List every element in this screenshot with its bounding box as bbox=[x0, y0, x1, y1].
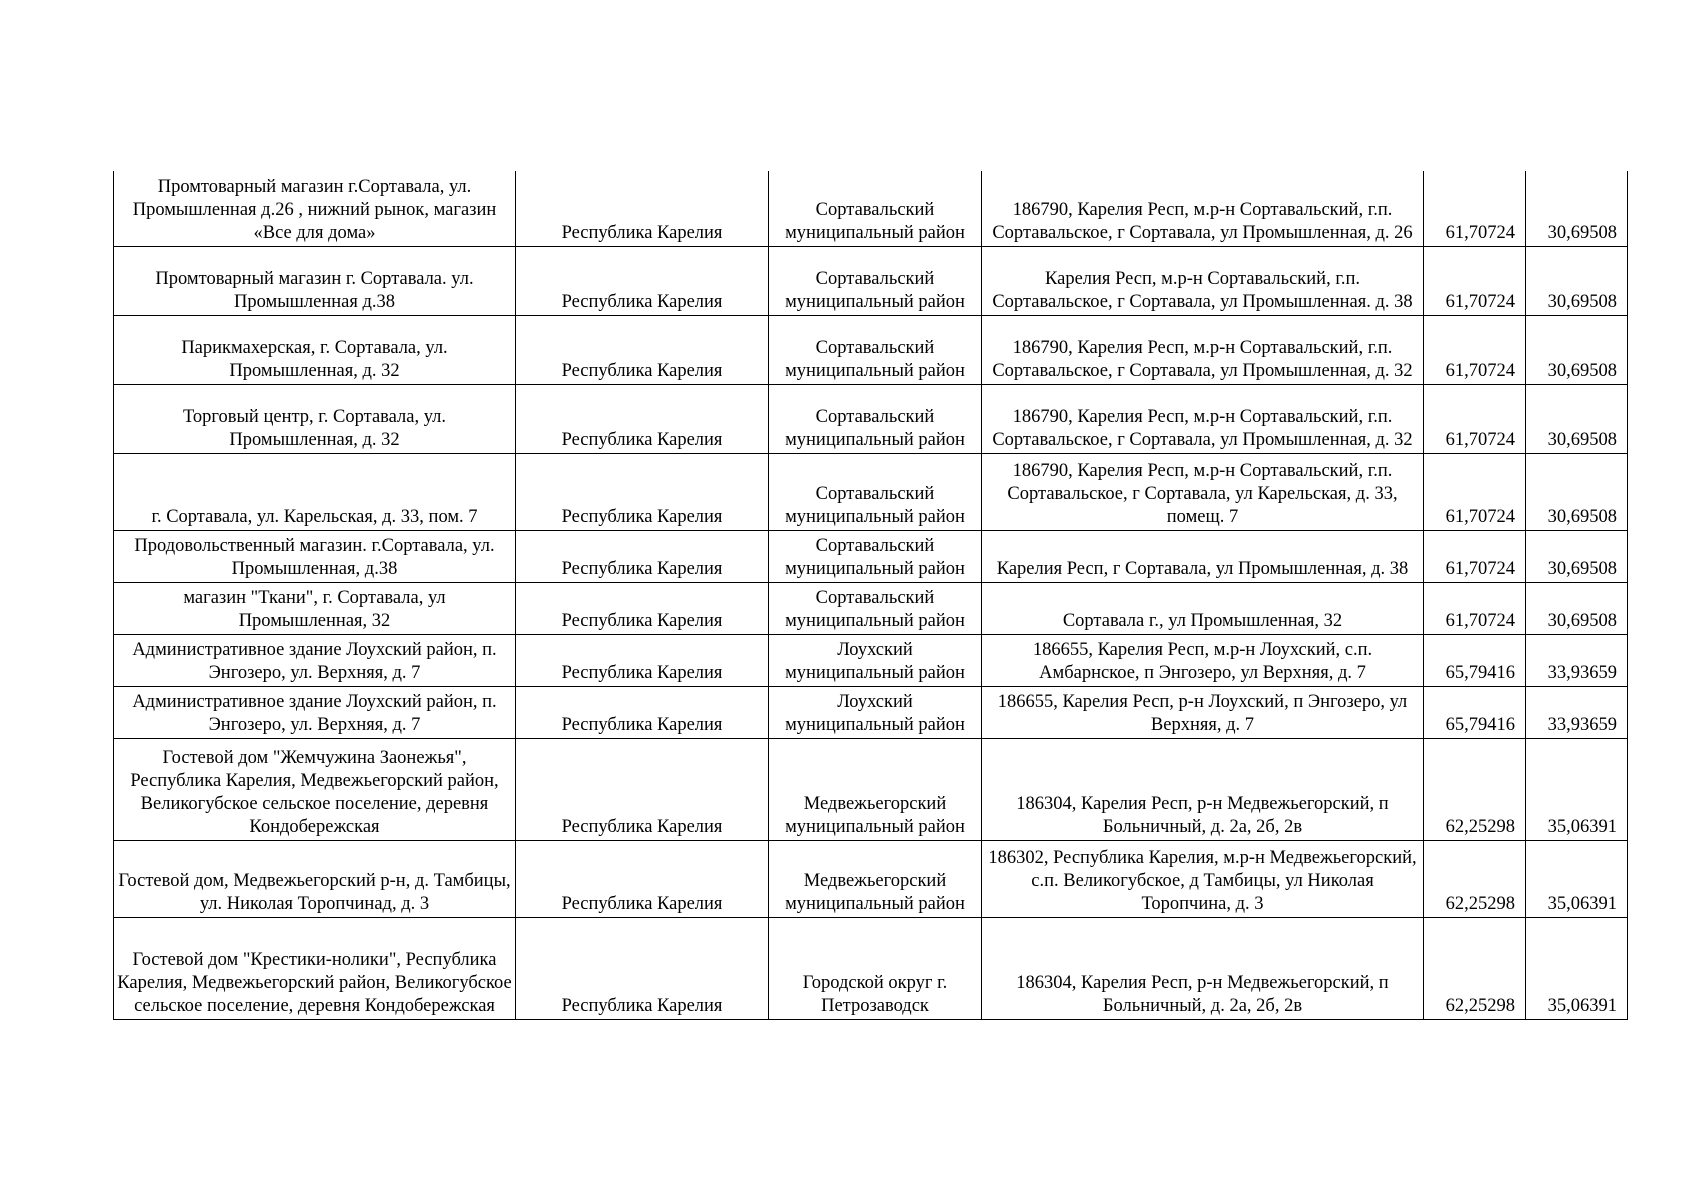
address-cell: Сортавала г., ул Промышленная, 32 bbox=[982, 582, 1424, 634]
latitude-cell: 61,70724 bbox=[1424, 171, 1526, 246]
district-cell: Лоухский муниципальный район bbox=[769, 634, 982, 686]
longitude-cell: 30,69508 bbox=[1526, 453, 1628, 530]
latitude-cell: 61,70724 bbox=[1424, 384, 1526, 453]
district-cell: Сортавальский муниципальный район bbox=[769, 582, 982, 634]
table-row bbox=[114, 634, 1628, 686]
object-name-cell: Парикмахерская, г. Сортавала, ул. Промышленная, д. 32 bbox=[114, 315, 516, 384]
table-row bbox=[114, 384, 1628, 453]
region-cell: Республика Карелия bbox=[516, 530, 769, 582]
object-name-cell: Торговый центр, г. Сортавала, ул. Промышленная, д. 32 bbox=[114, 384, 516, 453]
latitude-cell: 61,70724 bbox=[1424, 246, 1526, 315]
district-cell: Сортавальский муниципальный район bbox=[769, 384, 982, 453]
table-body bbox=[114, 171, 1628, 1019]
latitude-cell: 61,70724 bbox=[1424, 530, 1526, 582]
latitude-cell: 61,70724 bbox=[1424, 582, 1526, 634]
table-row bbox=[114, 453, 1628, 530]
latitude-cell: 65,79416 bbox=[1424, 634, 1526, 686]
address-cell: 186304, Карелия Респ, р-н Медвежьегорский, п Больничный, д. 2а, 2б, 2в bbox=[982, 738, 1424, 840]
region-cell: Республика Карелия bbox=[516, 453, 769, 530]
table-row bbox=[114, 171, 1628, 246]
object-name-cell: Промтоварный магазин г.Сортавала, ул. Промышленная д.26 , нижний рынок, магазин «Все для дома» bbox=[114, 171, 516, 246]
latitude-cell: 62,25298 bbox=[1424, 738, 1526, 840]
longitude-cell: 30,69508 bbox=[1526, 246, 1628, 315]
district-cell: Лоухский муниципальный район bbox=[769, 686, 982, 738]
object-name-cell: Административное здание Лоухский район, п. Энгозеро, ул. Верхняя, д. 7 bbox=[114, 634, 516, 686]
address-cell: 186655, Карелия Респ, р-н Лоухский, п Энгозеро, ул Верхняя, д. 7 bbox=[982, 686, 1424, 738]
district-cell: Городской округ г. Петрозаводск bbox=[769, 917, 982, 1019]
region-cell: Республика Карелия bbox=[516, 738, 769, 840]
object-name-cell: Продовольственный магазин. г.Сортавала, ул. Промышленная, д.38 bbox=[114, 530, 516, 582]
longitude-cell: 35,06391 bbox=[1526, 840, 1628, 917]
object-name-cell: Гостевой дом, Медвежьегорский р-н, д. Тамбицы, ул. Николая Торопчинад, д. 3 bbox=[114, 840, 516, 917]
object-list-table bbox=[113, 171, 1628, 1020]
address-cell: 186790, Карелия Респ, м.р-н Сортавальский, г.п. Сортавальское, г Сортавала, ул Карельская, д. 33, помещ. 7 bbox=[982, 453, 1424, 530]
table-row bbox=[114, 582, 1628, 634]
latitude-cell: 62,25298 bbox=[1424, 917, 1526, 1019]
address-cell: 186790, Карелия Респ, м.р-н Сортавальский, г.п. Сортавальское, г Сортавала, ул Промышленная, д. 26 bbox=[982, 171, 1424, 246]
region-cell: Республика Карелия bbox=[516, 384, 769, 453]
object-name-cell: Административное здание Лоухский район, п. Энгозеро, ул. Верхняя, д. 7 bbox=[114, 686, 516, 738]
longitude-cell: 30,69508 bbox=[1526, 171, 1628, 246]
object-name-cell: Гостевой дом "Жемчужина Заонежья", Республика Карелия, Медвежьегорский район, Великогубское сельское поселение, деревня Кондобережская bbox=[114, 738, 516, 840]
address-cell: 186790, Карелия Респ, м.р-н Сортавальский, г.п. Сортавальское, г Сортавала, ул Промышленная, д. 32 bbox=[982, 315, 1424, 384]
longitude-cell: 35,06391 bbox=[1526, 917, 1628, 1019]
longitude-cell: 35,06391 bbox=[1526, 738, 1628, 840]
region-cell: Республика Карелия bbox=[516, 315, 769, 384]
object-name-cell: г. Сортавала, ул. Карельская, д. 33, пом. 7 bbox=[114, 453, 516, 530]
region-cell: Республика Карелия bbox=[516, 686, 769, 738]
district-cell: Сортавальский муниципальный район bbox=[769, 530, 982, 582]
latitude-cell: 61,70724 bbox=[1424, 453, 1526, 530]
longitude-cell: 33,93659 bbox=[1526, 634, 1628, 686]
address-cell: Карелия Респ, г Сортавала, ул Промышленная, д. 38 bbox=[982, 530, 1424, 582]
table-row bbox=[114, 917, 1628, 1019]
table-row bbox=[114, 530, 1628, 582]
object-name-cell: Гостевой дом "Крестики-нолики", Республика Карелия, Медвежьегорский район, Великогубское сельское поселение, деревня Кондобережская bbox=[114, 917, 516, 1019]
region-cell: Республика Карелия bbox=[516, 634, 769, 686]
object-name-cell: Промтоварный магазин г. Сортавала. ул. Промышленная д.38 bbox=[114, 246, 516, 315]
region-cell: Республика Карелия bbox=[516, 582, 769, 634]
object-name-cell: магазин "Ткани", г. Сортавала, ул Промышленная, 32 bbox=[114, 582, 516, 634]
district-cell: Медвежьегорский муниципальный район bbox=[769, 738, 982, 840]
longitude-cell: 33,93659 bbox=[1526, 686, 1628, 738]
table-row bbox=[114, 246, 1628, 315]
longitude-cell: 30,69508 bbox=[1526, 530, 1628, 582]
latitude-cell: 65,79416 bbox=[1424, 686, 1526, 738]
longitude-cell: 30,69508 bbox=[1526, 384, 1628, 453]
district-cell: Сортавальский муниципальный район bbox=[769, 453, 982, 530]
address-cell: 186304, Карелия Респ, р-н Медвежьегорский, п Больничный, д. 2а, 2б, 2в bbox=[982, 917, 1424, 1019]
address-cell: 186302, Республика Карелия, м.р-н Медвежьегорский, с.п. Великогубское, д Тамбицы, ул Николая Торопчина, д. 3 bbox=[982, 840, 1424, 917]
table-row bbox=[114, 315, 1628, 384]
address-cell: Карелия Респ, м.р-н Сортавальский, г.п. Сортавальское, г Сортавала, ул Промышленная. д. 38 bbox=[982, 246, 1424, 315]
district-cell: Сортавальский муниципальный район bbox=[769, 246, 982, 315]
longitude-cell: 30,69508 bbox=[1526, 582, 1628, 634]
region-cell: Республика Карелия bbox=[516, 917, 769, 1019]
district-cell: Медвежьегорский муниципальный район bbox=[769, 840, 982, 917]
latitude-cell: 61,70724 bbox=[1424, 315, 1526, 384]
region-cell: Республика Карелия bbox=[516, 840, 769, 917]
address-cell: 186790, Карелия Респ, м.р-н Сортавальский, г.п. Сортавальское, г Сортавала, ул Промышленная, д. 32 bbox=[982, 384, 1424, 453]
table-row bbox=[114, 738, 1628, 840]
longitude-cell: 30,69508 bbox=[1526, 315, 1628, 384]
district-cell: Сортавальский муниципальный район bbox=[769, 315, 982, 384]
region-cell: Республика Карелия bbox=[516, 171, 769, 246]
address-cell: 186655, Карелия Респ, м.р-н Лоухский, с.п. Амбарнское, п Энгозеро, ул Верхняя, д. 7 bbox=[982, 634, 1424, 686]
table-row bbox=[114, 686, 1628, 738]
district-cell: Сортавальский муниципальный район bbox=[769, 171, 982, 246]
table-row bbox=[114, 840, 1628, 917]
latitude-cell: 62,25298 bbox=[1424, 840, 1526, 917]
region-cell: Республика Карелия bbox=[516, 246, 769, 315]
